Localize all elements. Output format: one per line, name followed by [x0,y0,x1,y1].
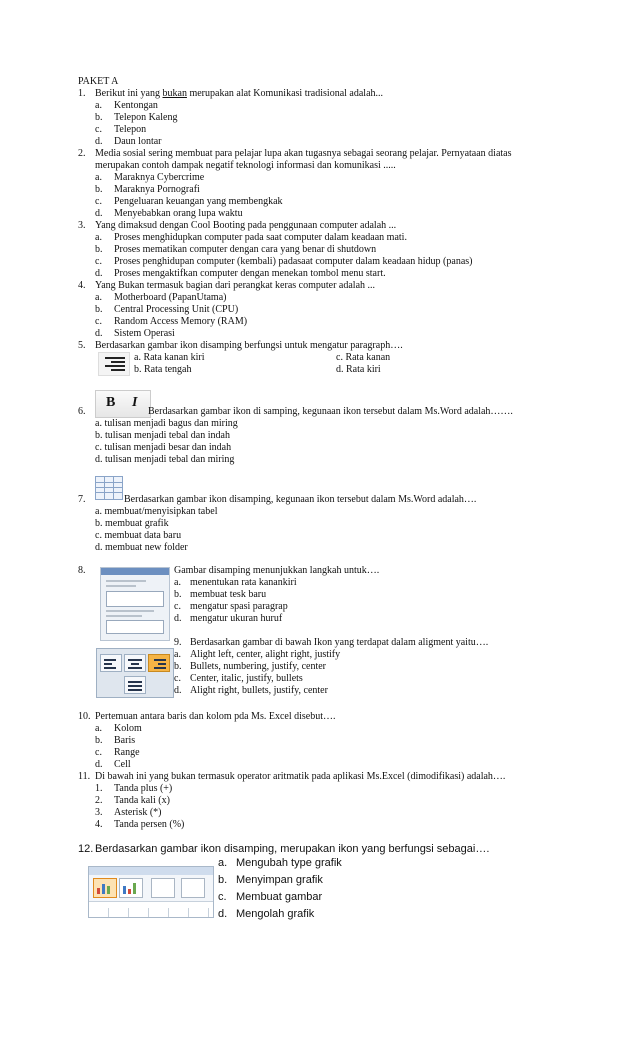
select-data-icon [181,878,205,898]
q9-option-text: Bullets, numbering, justify, center [190,661,326,672]
switch-row-column-icon [151,878,175,898]
q11-option-label: 1. [95,783,103,794]
q3-option-text: Proses mematikan computer dengan cara yang benar di shutdown [114,244,377,255]
q4-number: 4. [78,280,86,291]
q4-option-text: Motherboard (PapanUtama) [114,292,227,303]
q10-option-label: c. [95,747,102,758]
q5-text: Berdasarkan gambar ikon disamping berfungsi untuk mengatur paragraph…. [95,340,403,351]
q8-option-text: membuat tesk baru [190,589,267,600]
q11-option-label: 3. [95,807,103,818]
q12-option-text: Membuat gambar [236,891,323,903]
q8-option-label: d. [174,613,182,624]
q12-text: Berdasarkan gambar ikon disamping, merupakan ikon yang berfungsi sebagai…. [95,843,490,855]
q12-number: 12. [78,843,94,855]
q12-option-label: c. [218,891,227,903]
q8-option-label: a. [174,577,181,588]
q6-text: Berdasarkan gambar ikon di samping, kegunaan ikon tersebut dalam Ms.Word adalah……. [148,406,513,417]
q10-text: Pertemuan antara baris dan kolom pda Ms. Excel disebut…. [95,711,336,722]
q12-option-label: a. [218,857,228,869]
q10-option-text: Kolom [114,723,142,734]
q9-option-text: Center, italic, justify, bullets [190,673,303,684]
q11-option-text: Tanda plus (+) [114,783,173,794]
q12-option-text: Mengolah grafik [236,908,315,920]
q2-option-text: Maraknya Cybercrime [114,172,205,183]
q8-option-text: menentukan rata kanankiri [190,577,297,588]
q11-text: Di bawah ini yang bukan termasuk operator aritmatik pada aplikasi Ms.Excel (dimodifikasi) adalah…. [95,771,506,782]
q1-option-label: b. [95,112,103,123]
q4-option-label: d. [95,328,103,339]
q2-option-label: d. [95,208,103,219]
q1-text-post: merupakan alat Komunikasi tradisional adalah... [186,88,384,99]
table-icon [95,476,123,500]
q9-option-text: Alight right, bullets, justify, center [190,685,328,696]
q4-option-label: a. [95,292,102,303]
q7-option: b. membuat grafik [95,518,169,529]
q2-text-line1: Media sosial sering membuat para pelajar lupa akan tugasnya sebagai seorang pelajar. Pernyataan diatas [95,148,512,159]
q1-option-text: Telepon Kaleng [114,112,178,123]
change-chart-type-icon [93,878,117,898]
align-center-icon [124,654,146,672]
q1-option-label: a. [95,100,102,111]
q10-option-label: b. [95,735,103,746]
q11-option-text: Tanda kali (x) [114,795,170,806]
q1-text-underlined: bukan [162,88,187,99]
q1-option-label: d. [95,136,103,147]
align-right-icon [98,352,130,376]
q11-option-text: Asterisk (*) [114,807,162,818]
q3-option-label: b. [95,244,103,255]
q12-option-text: Menyimpan grafik [236,874,323,886]
q10-option-text: Baris [114,735,136,746]
q7-option: c. membuat data baru [95,530,182,541]
q10-option-label: a. [95,723,102,734]
q9-option-text: Alight left, center, alight right, justify [190,649,341,660]
q3-option-text: Proses mengaktifkan computer dengan menekan tombol menu start. [114,268,386,279]
q11-option-text: Tanda persen (%) [114,819,185,830]
q1-text [95,88,383,100]
q8-option-label: b. [174,589,182,600]
q5-option: b. Rata tengah [134,364,192,375]
q7-text: Berdasarkan gambar ikon disamping, kegunaan ikon tersebut dalam Ms.Word adalah…. [124,494,477,505]
q12-option-label: d. [218,908,228,920]
q4-text: Yang Bukan termasuk bagian dari perangkat keras computer adalah ... [95,280,376,291]
align-left-icon [100,654,122,672]
q6-number: 6. [78,406,86,417]
q2-option-label: b. [95,184,103,195]
q6-option: d. tulisan menjadi tebal dan miring [95,454,235,465]
q1-option-label: c. [95,124,102,135]
q5-option: d. Rata kiri [336,364,381,375]
q3-option-text: Proses penghidupan computer (kembali) padasaat computer dalam keadaan hidup (panas) [114,256,473,267]
q2-text-line2: merupakan contoh dampak negatif teknologi informasi dan komunikasi ..... [95,160,396,171]
q3-text: Yang dimaksud dengan Cool Booting pada penggunaan computer adalah ... [95,220,397,231]
q4-option-label: c. [95,316,102,327]
q8-option-text: mengatur ukuran huruf [190,613,283,624]
bold-icon: B [106,395,116,410]
chart-icon [119,878,143,898]
q1-number: 1. [78,88,86,99]
q12-option-text: Mengubah type grafik [236,857,342,869]
q5-option: a. Rata kanan kiri [134,352,205,363]
q3-option-label: c. [95,256,102,267]
q7-option: d. membuat new folder [95,542,188,553]
q1-text-pre: Berikut ini yang [95,88,163,99]
q9-number: 9. [174,637,182,648]
alignment-icons-image [96,648,174,698]
q9-text: Berdasarkan gambar di bawah Ikon yang terdapat dalam aligment yaitu…. [190,637,489,648]
italic-icon: I [132,395,138,410]
q8-text: Gambar disamping menunjukkan langkah untuk…. [174,565,380,576]
excel-chart-ribbon-image [88,866,214,918]
q2-option-text: Maraknya Pornografi [114,184,200,195]
q2-number: 2. [78,148,86,159]
q12-option-label: b. [218,874,228,886]
q11-option-label: 4. [95,819,103,830]
q3-option-label: a. [95,232,102,243]
q2-option-text: Menyebabkan orang lupa waktu [114,208,243,219]
q11-number: 11. [78,771,91,782]
q8-number: 8. [78,565,86,576]
q9-option-label: c. [174,673,181,684]
q4-option-text: Sistem Operasi [114,328,175,339]
q8-option-text: mengatur spasi paragrap [190,601,288,612]
q9-option-label: a. [174,649,181,660]
q1-option-text: Telepon [114,124,147,135]
q3-option-text: Proses menghidupkan computer pada saat computer dalam keadaan mati. [114,232,407,243]
q6-option: b. tulisan menjadi tebal dan indah [95,430,230,441]
q11-option-label: 2. [95,795,103,806]
q3-option-label: d. [95,268,103,279]
q4-option-text: Random Access Memory (RAM) [114,316,248,327]
q10-option-text: Cell [114,759,131,770]
q7-option: a. membuat/menyisipkan tabel [95,506,218,517]
q1-option-text: Daun lontar [114,136,162,147]
q3-number: 3. [78,220,86,231]
q2-option-label: c. [95,196,102,207]
q2-option-label: a. [95,172,102,183]
q6-option: c. tulisan menjadi besar dan indah [95,442,232,453]
q9-option-label: b. [174,661,182,672]
paket-header: PAKET A [78,76,119,87]
bold-italic-icon [95,390,151,418]
justify-icon [124,676,146,694]
paragraph-dialog-image [100,567,170,641]
q1-option-text: Kentongan [114,100,158,111]
q4-option-text: Central Processing Unit (CPU) [114,304,239,315]
q10-option-label: d. [95,759,103,770]
q4-option-label: b. [95,304,103,315]
q5-option: c. Rata kanan [336,352,391,363]
q8-option-label: c. [174,601,181,612]
q5-number: 5. [78,340,86,351]
q9-option-label: d. [174,685,182,696]
align-right-icon [148,654,170,672]
q10-number: 10. [78,711,91,722]
q6-option: a. tulisan menjadi bagus dan miring [95,418,238,429]
q7-number: 7. [78,494,86,505]
q10-option-text: Range [114,747,140,758]
q2-option-text: Pengeluaran keuangan yang membengkak [114,196,283,207]
